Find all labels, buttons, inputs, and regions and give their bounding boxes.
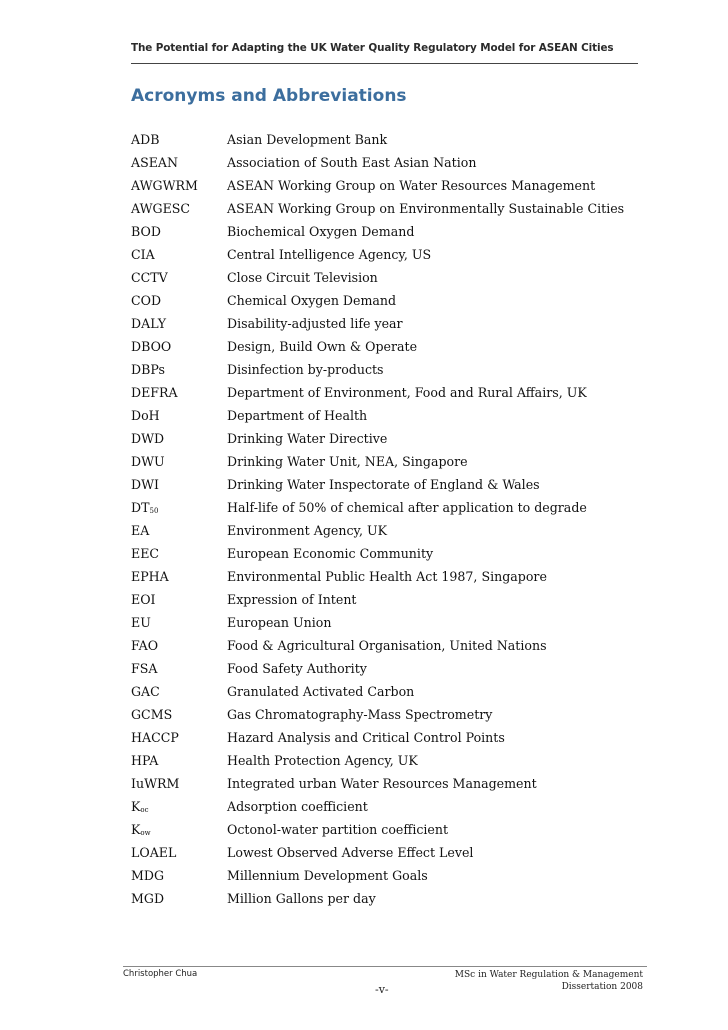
acronym-abbr-text: EEC bbox=[131, 546, 160, 561]
acronym-abbr-text: BOD bbox=[131, 224, 161, 239]
acronym-definition: Environmental Public Health Act 1987, Singapore bbox=[227, 569, 547, 584]
acronym-abbr bbox=[131, 611, 227, 634]
acronym-row bbox=[131, 611, 651, 634]
acronym-abbr bbox=[131, 795, 227, 818]
acronym-abbr bbox=[131, 197, 227, 220]
acronym-definition: Lowest Observed Adverse Effect Level bbox=[227, 845, 474, 860]
acronym-abbr-text: DWU bbox=[131, 454, 165, 469]
acronym-abbr bbox=[131, 657, 227, 680]
acronym-definition: Asian Development Bank bbox=[227, 132, 388, 147]
acronym-definition: Adsorption coefficient bbox=[227, 799, 368, 814]
acronym-abbr bbox=[131, 151, 227, 174]
acronym-row bbox=[131, 128, 651, 151]
acronym-abbr bbox=[131, 772, 227, 795]
acronym-abbr-text: GAC bbox=[131, 684, 160, 699]
acronym-definition: Millennium Development Goals bbox=[227, 868, 428, 883]
acronym-abbr-text: DWI bbox=[131, 477, 160, 492]
acronym-abbr-text: DALY bbox=[131, 316, 167, 331]
acronym-row bbox=[131, 841, 651, 864]
running-header: The Potential for Adapting the UK Water Quality Regulatory Model for ASEAN Cities bbox=[131, 42, 614, 54]
footer-author: Christopher Chua bbox=[123, 969, 198, 979]
acronym-row bbox=[131, 496, 651, 519]
acronym-definition: Octonol-water partition coefficient bbox=[227, 822, 449, 837]
acronym-abbr bbox=[131, 312, 227, 335]
acronym-abbr bbox=[131, 542, 227, 565]
acronym-abbr bbox=[131, 726, 227, 749]
acronym-row bbox=[131, 427, 651, 450]
acronym-abbr-text: EPHA bbox=[131, 569, 169, 584]
acronym-row bbox=[131, 151, 651, 174]
section-title: Acronyms and Abbreviations bbox=[131, 86, 407, 106]
acronym-definition: Drinking Water Unit, NEA, Singapore bbox=[227, 454, 468, 469]
acronym-abbr bbox=[131, 266, 227, 289]
acronym-definition: Hazard Analysis and Critical Control Points bbox=[227, 730, 505, 745]
acronym-definition: Central Intelligence Agency, US bbox=[227, 247, 432, 262]
acronym-abbr bbox=[131, 841, 227, 864]
acronym-abbr bbox=[131, 680, 227, 703]
acronym-abbr bbox=[131, 565, 227, 588]
acronym-row bbox=[131, 887, 651, 910]
acronym-definition: Food & Agricultural Organisation, United Nations bbox=[227, 638, 547, 653]
acronym-abbr bbox=[131, 818, 227, 841]
acronym-definition: Environment Agency, UK bbox=[227, 523, 387, 538]
acronym-row bbox=[131, 404, 651, 427]
acronym-abbr bbox=[131, 243, 227, 266]
footer-course bbox=[455, 969, 643, 993]
acronym-abbr bbox=[131, 473, 227, 496]
acronym-definition: Integrated urban Water Resources Management bbox=[227, 776, 537, 791]
acronym-abbr-subscript: oc bbox=[140, 806, 149, 814]
acronym-abbr-text: FAO bbox=[131, 638, 159, 653]
acronym-row bbox=[131, 657, 651, 680]
acronym-abbr-text: AWGESC bbox=[131, 201, 191, 216]
acronym-abbr-text: EOI bbox=[131, 592, 156, 607]
acronym-abbr-text: EA bbox=[131, 523, 150, 538]
acronym-abbr-text: GCMS bbox=[131, 707, 173, 722]
acronym-definition: Drinking Water Inspectorate of England & Wales bbox=[227, 477, 540, 492]
acronym-row bbox=[131, 358, 651, 381]
acronym-list bbox=[131, 128, 651, 910]
acronym-abbr bbox=[131, 404, 227, 427]
acronym-row bbox=[131, 519, 651, 542]
acronym-abbr-text: CIA bbox=[131, 247, 155, 262]
acronym-row bbox=[131, 312, 651, 335]
acronym-row bbox=[131, 588, 651, 611]
acronym-definition: Design, Build Own & Operate bbox=[227, 339, 418, 354]
acronym-abbr bbox=[131, 749, 227, 772]
acronym-abbr bbox=[131, 174, 227, 197]
acronym-definition: Million Gallons per day bbox=[227, 891, 376, 906]
acronym-abbr-text: DEFRA bbox=[131, 385, 178, 400]
header-divider bbox=[131, 63, 638, 64]
acronym-abbr-text: DBOO bbox=[131, 339, 172, 354]
footer-course-line2: Dissertation 2008 bbox=[561, 982, 643, 992]
acronym-abbr bbox=[131, 427, 227, 450]
acronym-definition: Biochemical Oxygen Demand bbox=[227, 224, 415, 239]
acronym-definition: Chemical Oxygen Demand bbox=[227, 293, 397, 308]
acronym-definition: Drinking Water Directive bbox=[227, 431, 388, 446]
acronym-abbr bbox=[131, 519, 227, 542]
acronym-row bbox=[131, 220, 651, 243]
acronym-row bbox=[131, 749, 651, 772]
acronym-row bbox=[131, 266, 651, 289]
acronym-definition: Health Protection Agency, UK bbox=[227, 753, 418, 768]
acronym-definition: ASEAN Working Group on Water Resources Management bbox=[227, 178, 596, 193]
acronym-row bbox=[131, 542, 651, 565]
acronym-abbr-text: FSA bbox=[131, 661, 158, 676]
acronym-row bbox=[131, 703, 651, 726]
acronym-definition: Disability-adjusted life year bbox=[227, 316, 403, 331]
acronym-abbr bbox=[131, 289, 227, 312]
acronym-abbr bbox=[131, 703, 227, 726]
acronym-definition: Close Circuit Television bbox=[227, 270, 378, 285]
acronym-row bbox=[131, 772, 651, 795]
acronym-abbr-text: DWD bbox=[131, 431, 165, 446]
acronym-definition: Granulated Activated Carbon bbox=[227, 684, 415, 699]
acronym-row bbox=[131, 634, 651, 657]
acronym-abbr bbox=[131, 588, 227, 611]
acronym-definition: Gas Chromatography-Mass Spectrometry bbox=[227, 707, 493, 722]
footer-divider bbox=[123, 966, 647, 967]
acronym-row bbox=[131, 450, 651, 473]
acronym-abbr bbox=[131, 496, 227, 519]
acronym-row bbox=[131, 473, 651, 496]
acronym-definition: European Economic Community bbox=[227, 546, 434, 561]
acronym-abbr-text: MDG bbox=[131, 868, 165, 883]
acronym-row bbox=[131, 243, 651, 266]
acronym-abbr-text: HPA bbox=[131, 753, 159, 768]
acronym-abbr-text: LOAEL bbox=[131, 845, 177, 860]
acronym-abbr-text: DT bbox=[131, 500, 150, 515]
acronym-abbr bbox=[131, 335, 227, 358]
acronym-abbr bbox=[131, 450, 227, 473]
acronym-definition: European Union bbox=[227, 615, 332, 630]
acronym-abbr bbox=[131, 864, 227, 887]
acronym-row bbox=[131, 680, 651, 703]
acronym-abbr-text: EU bbox=[131, 615, 151, 630]
acronym-definition: Expression of Intent bbox=[227, 592, 357, 607]
acronym-abbr bbox=[131, 358, 227, 381]
acronym-abbr-text: DoH bbox=[131, 408, 160, 423]
acronym-abbr bbox=[131, 128, 227, 151]
acronym-abbr-text: K bbox=[131, 799, 141, 814]
acronym-definition: ASEAN Working Group on Environmentally Sustainable Cities bbox=[227, 201, 625, 216]
acronym-row bbox=[131, 795, 651, 818]
acronym-abbr-text: COD bbox=[131, 293, 162, 308]
acronym-abbr-text: MGD bbox=[131, 891, 165, 906]
acronym-row bbox=[131, 174, 651, 197]
acronym-abbr-text: IuWRM bbox=[131, 776, 180, 791]
acronym-row bbox=[131, 335, 651, 358]
acronym-abbr-text: AWGWRM bbox=[131, 178, 198, 193]
acronym-row bbox=[131, 818, 651, 841]
acronym-definition: Half-life of 50% of chemical after application to degrade bbox=[227, 500, 587, 515]
acronym-abbr-text: K bbox=[131, 822, 141, 837]
acronym-abbr bbox=[131, 634, 227, 657]
acronym-abbr bbox=[131, 220, 227, 243]
acronym-abbr bbox=[131, 381, 227, 404]
acronym-row bbox=[131, 864, 651, 887]
acronym-abbr-subscript: ow bbox=[140, 829, 151, 837]
acronym-abbr-text: CCTV bbox=[131, 270, 168, 285]
acronym-abbr-text: ASEAN bbox=[131, 155, 179, 170]
acronym-abbr-subscript: 50 bbox=[149, 507, 159, 515]
acronym-definition: Department of Health bbox=[227, 408, 368, 423]
page-number: -v- bbox=[375, 983, 389, 996]
acronym-abbr bbox=[131, 887, 227, 910]
acronym-definition: Department of Environment, Food and Rural Affairs, UK bbox=[227, 385, 587, 400]
acronym-row bbox=[131, 381, 651, 404]
acronym-definition: Food Safety Authority bbox=[227, 661, 367, 676]
acronym-definition: Association of South East Asian Nation bbox=[227, 155, 477, 170]
acronym-row bbox=[131, 197, 651, 220]
footer-course-line1: MSc in Water Regulation & Management bbox=[454, 970, 643, 980]
acronym-abbr-text: ADB bbox=[131, 132, 160, 147]
acronym-definition: Disinfection by-products bbox=[227, 362, 384, 377]
acronym-abbr-text: HACCP bbox=[131, 730, 179, 745]
acronym-abbr-text: DBPs bbox=[131, 362, 165, 377]
acronym-row bbox=[131, 726, 651, 749]
acronym-row bbox=[131, 565, 651, 588]
acronym-row bbox=[131, 289, 651, 312]
